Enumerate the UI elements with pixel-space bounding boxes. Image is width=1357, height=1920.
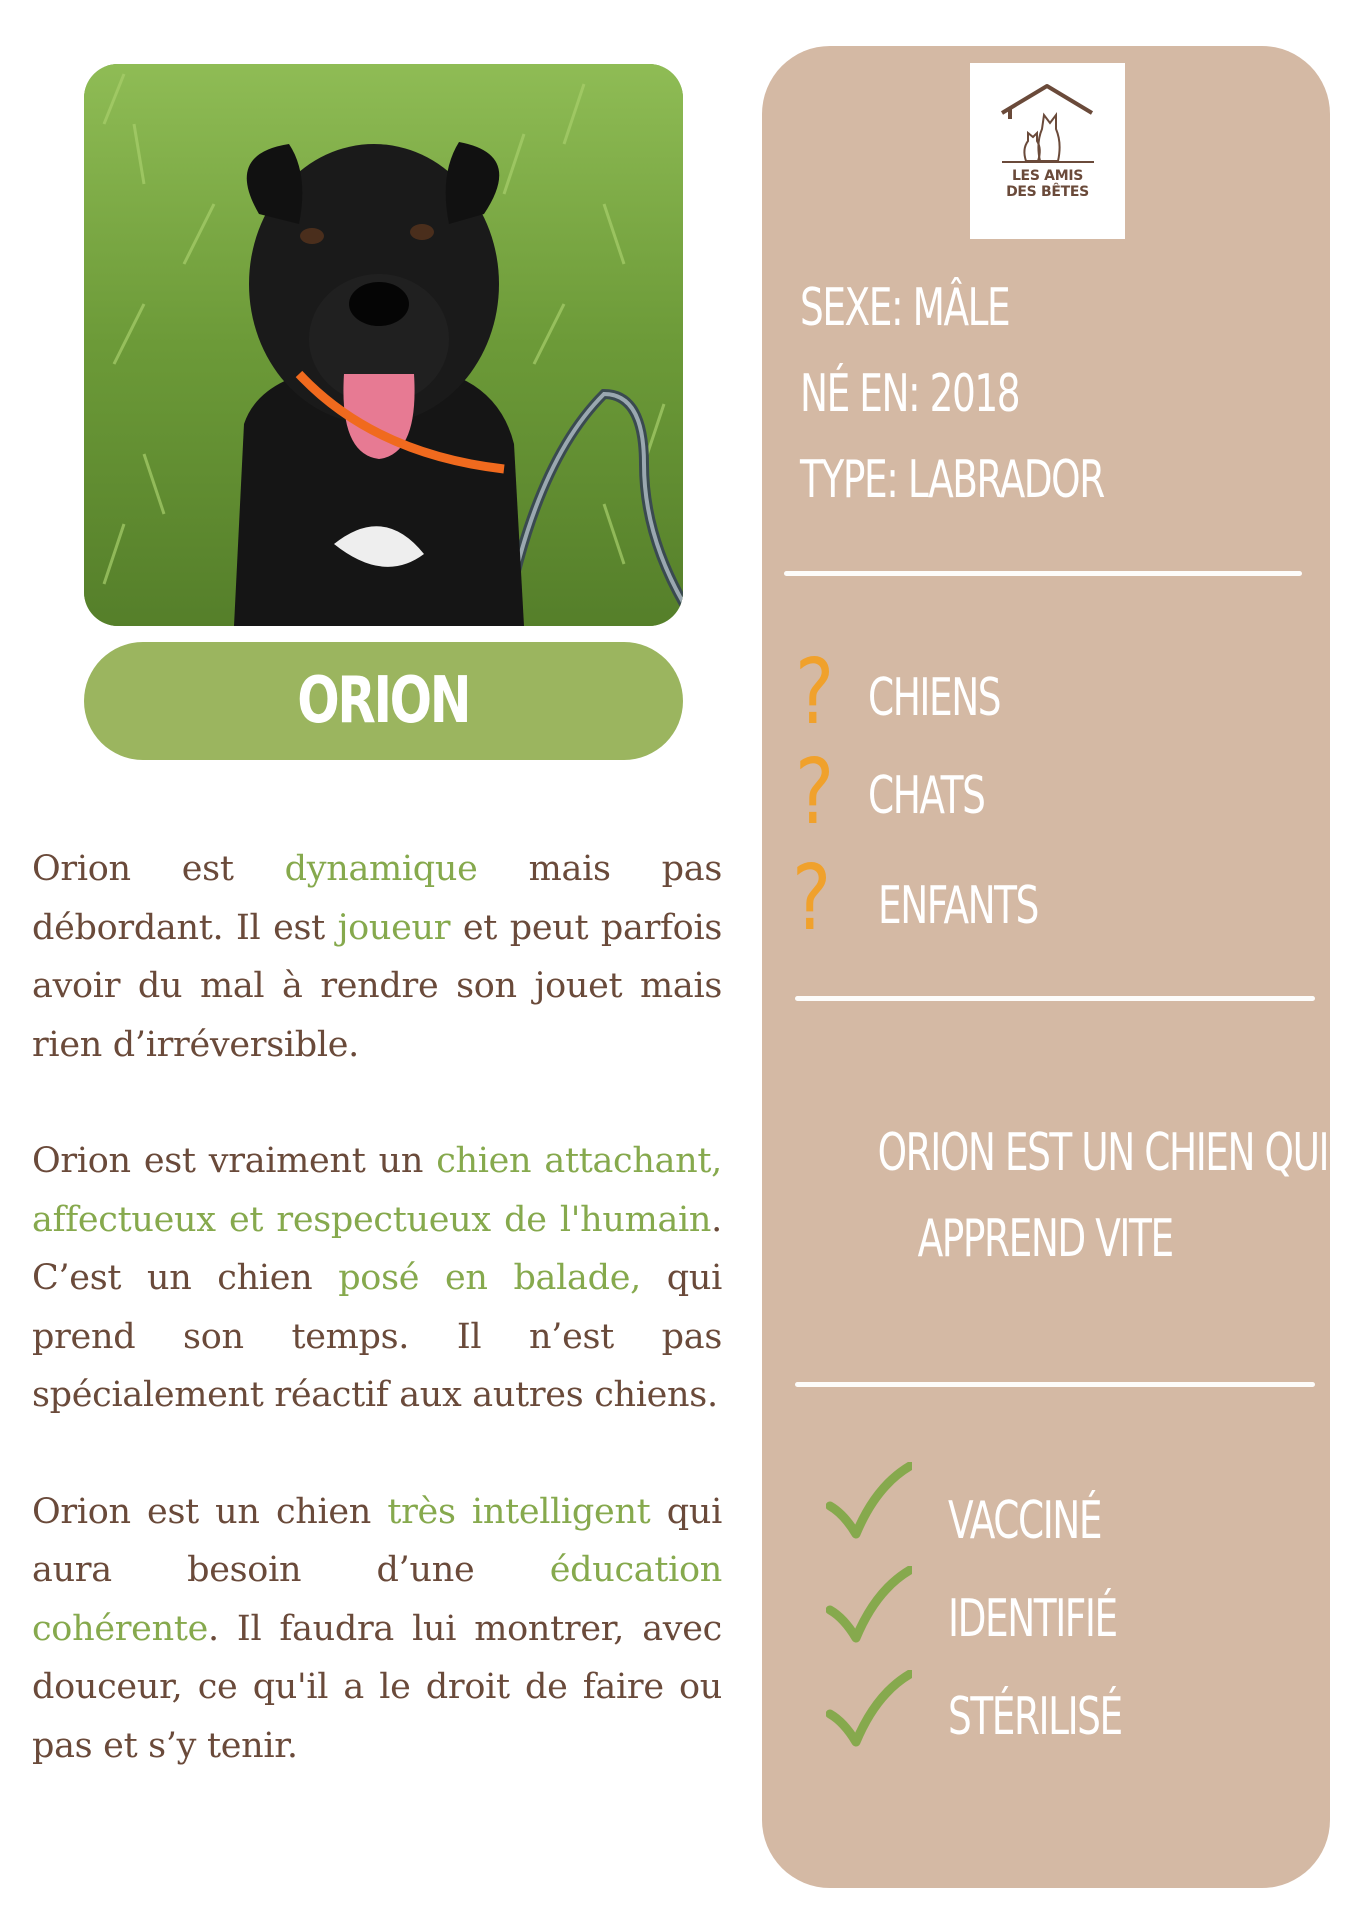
check-icon-vaccinated bbox=[826, 1462, 912, 1540]
description bbox=[32, 840, 722, 1833]
shelter-logo bbox=[970, 63, 1125, 239]
compat-dogs-label: CHIENS bbox=[868, 668, 1001, 728]
identified-label: IDENTIFIÉ bbox=[948, 1589, 1117, 1649]
highlighted-text: très intelligent bbox=[387, 1491, 651, 1532]
house-cat-dog-icon bbox=[970, 63, 1125, 168]
sex-info: SEXE: MÂLE bbox=[800, 278, 1010, 338]
summary-line-1: ORION EST UN CHIEN QUI bbox=[877, 1123, 1329, 1183]
divider-2 bbox=[795, 996, 1315, 1001]
paragraph-text: . Il faudra lui montrer, avec douceur, ce qu'il a le droit de faire ou pas et s’y tenir. bbox=[32, 1608, 722, 1766]
check-icon-identified bbox=[826, 1566, 912, 1644]
vaccinated-label: VACCINÉ bbox=[948, 1491, 1102, 1551]
birth-year-info: NÉ EN: 2018 bbox=[800, 364, 1020, 424]
highlighted-text: posé en balade, bbox=[338, 1258, 641, 1298]
paragraph-text: qui prend son temps. Il n’est pas spécialement réactif aux autres chiens. bbox=[32, 1258, 723, 1415]
highlighted-text: éducation cohérente bbox=[32, 1550, 722, 1649]
paragraph-text: mais pas débordant. Il est bbox=[32, 849, 722, 948]
paragraph-text: Orion est vraiment un bbox=[32, 1141, 437, 1181]
description-paragraph-3 bbox=[32, 1483, 722, 1776]
paragraph-text: . C’est un chien bbox=[32, 1199, 722, 1298]
highlighted-text: chien attachant, affectueux et respectueux de l'humain bbox=[32, 1141, 722, 1240]
compat-cats-label: CHATS bbox=[868, 766, 985, 826]
animal-name-banner bbox=[84, 642, 683, 760]
highlighted-text: dynamique bbox=[284, 849, 478, 889]
breed-info: TYPE: LABRADOR bbox=[800, 450, 1104, 510]
divider-3 bbox=[795, 1382, 1315, 1387]
description-paragraph-2 bbox=[32, 1132, 722, 1425]
summary-line-2: APPREND VITE bbox=[917, 1209, 1173, 1269]
paragraph-text: et peut parfois avoir du mal à rendre son jouet mais rien d’irréversible. bbox=[32, 907, 722, 1065]
compat-kids-label: ENFANTS bbox=[878, 876, 1038, 936]
check-icon-sterilized bbox=[826, 1670, 912, 1748]
sterilized-label: STÉRILISÉ bbox=[948, 1687, 1122, 1747]
question-mark-icon-cats: ? bbox=[795, 740, 835, 845]
paragraph-text: Orion est bbox=[32, 849, 285, 889]
paragraph-text: Orion est un chien bbox=[32, 1491, 388, 1532]
question-mark-icon-kids: ? bbox=[792, 846, 832, 951]
question-mark-icon-dogs: ? bbox=[795, 640, 835, 745]
paragraph-text: qui aura besoin d’une bbox=[32, 1491, 722, 1590]
animal-name: ORION bbox=[297, 664, 470, 738]
logo-line-1: LES AMIS bbox=[1011, 168, 1084, 184]
dog-photo bbox=[84, 64, 683, 626]
logo-line-2: DES BÊTES bbox=[1006, 184, 1089, 200]
divider-1 bbox=[784, 571, 1302, 576]
summary-text bbox=[790, 1110, 1329, 1282]
description-paragraph-1 bbox=[32, 840, 722, 1074]
highlighted-text: joueur bbox=[337, 907, 451, 948]
